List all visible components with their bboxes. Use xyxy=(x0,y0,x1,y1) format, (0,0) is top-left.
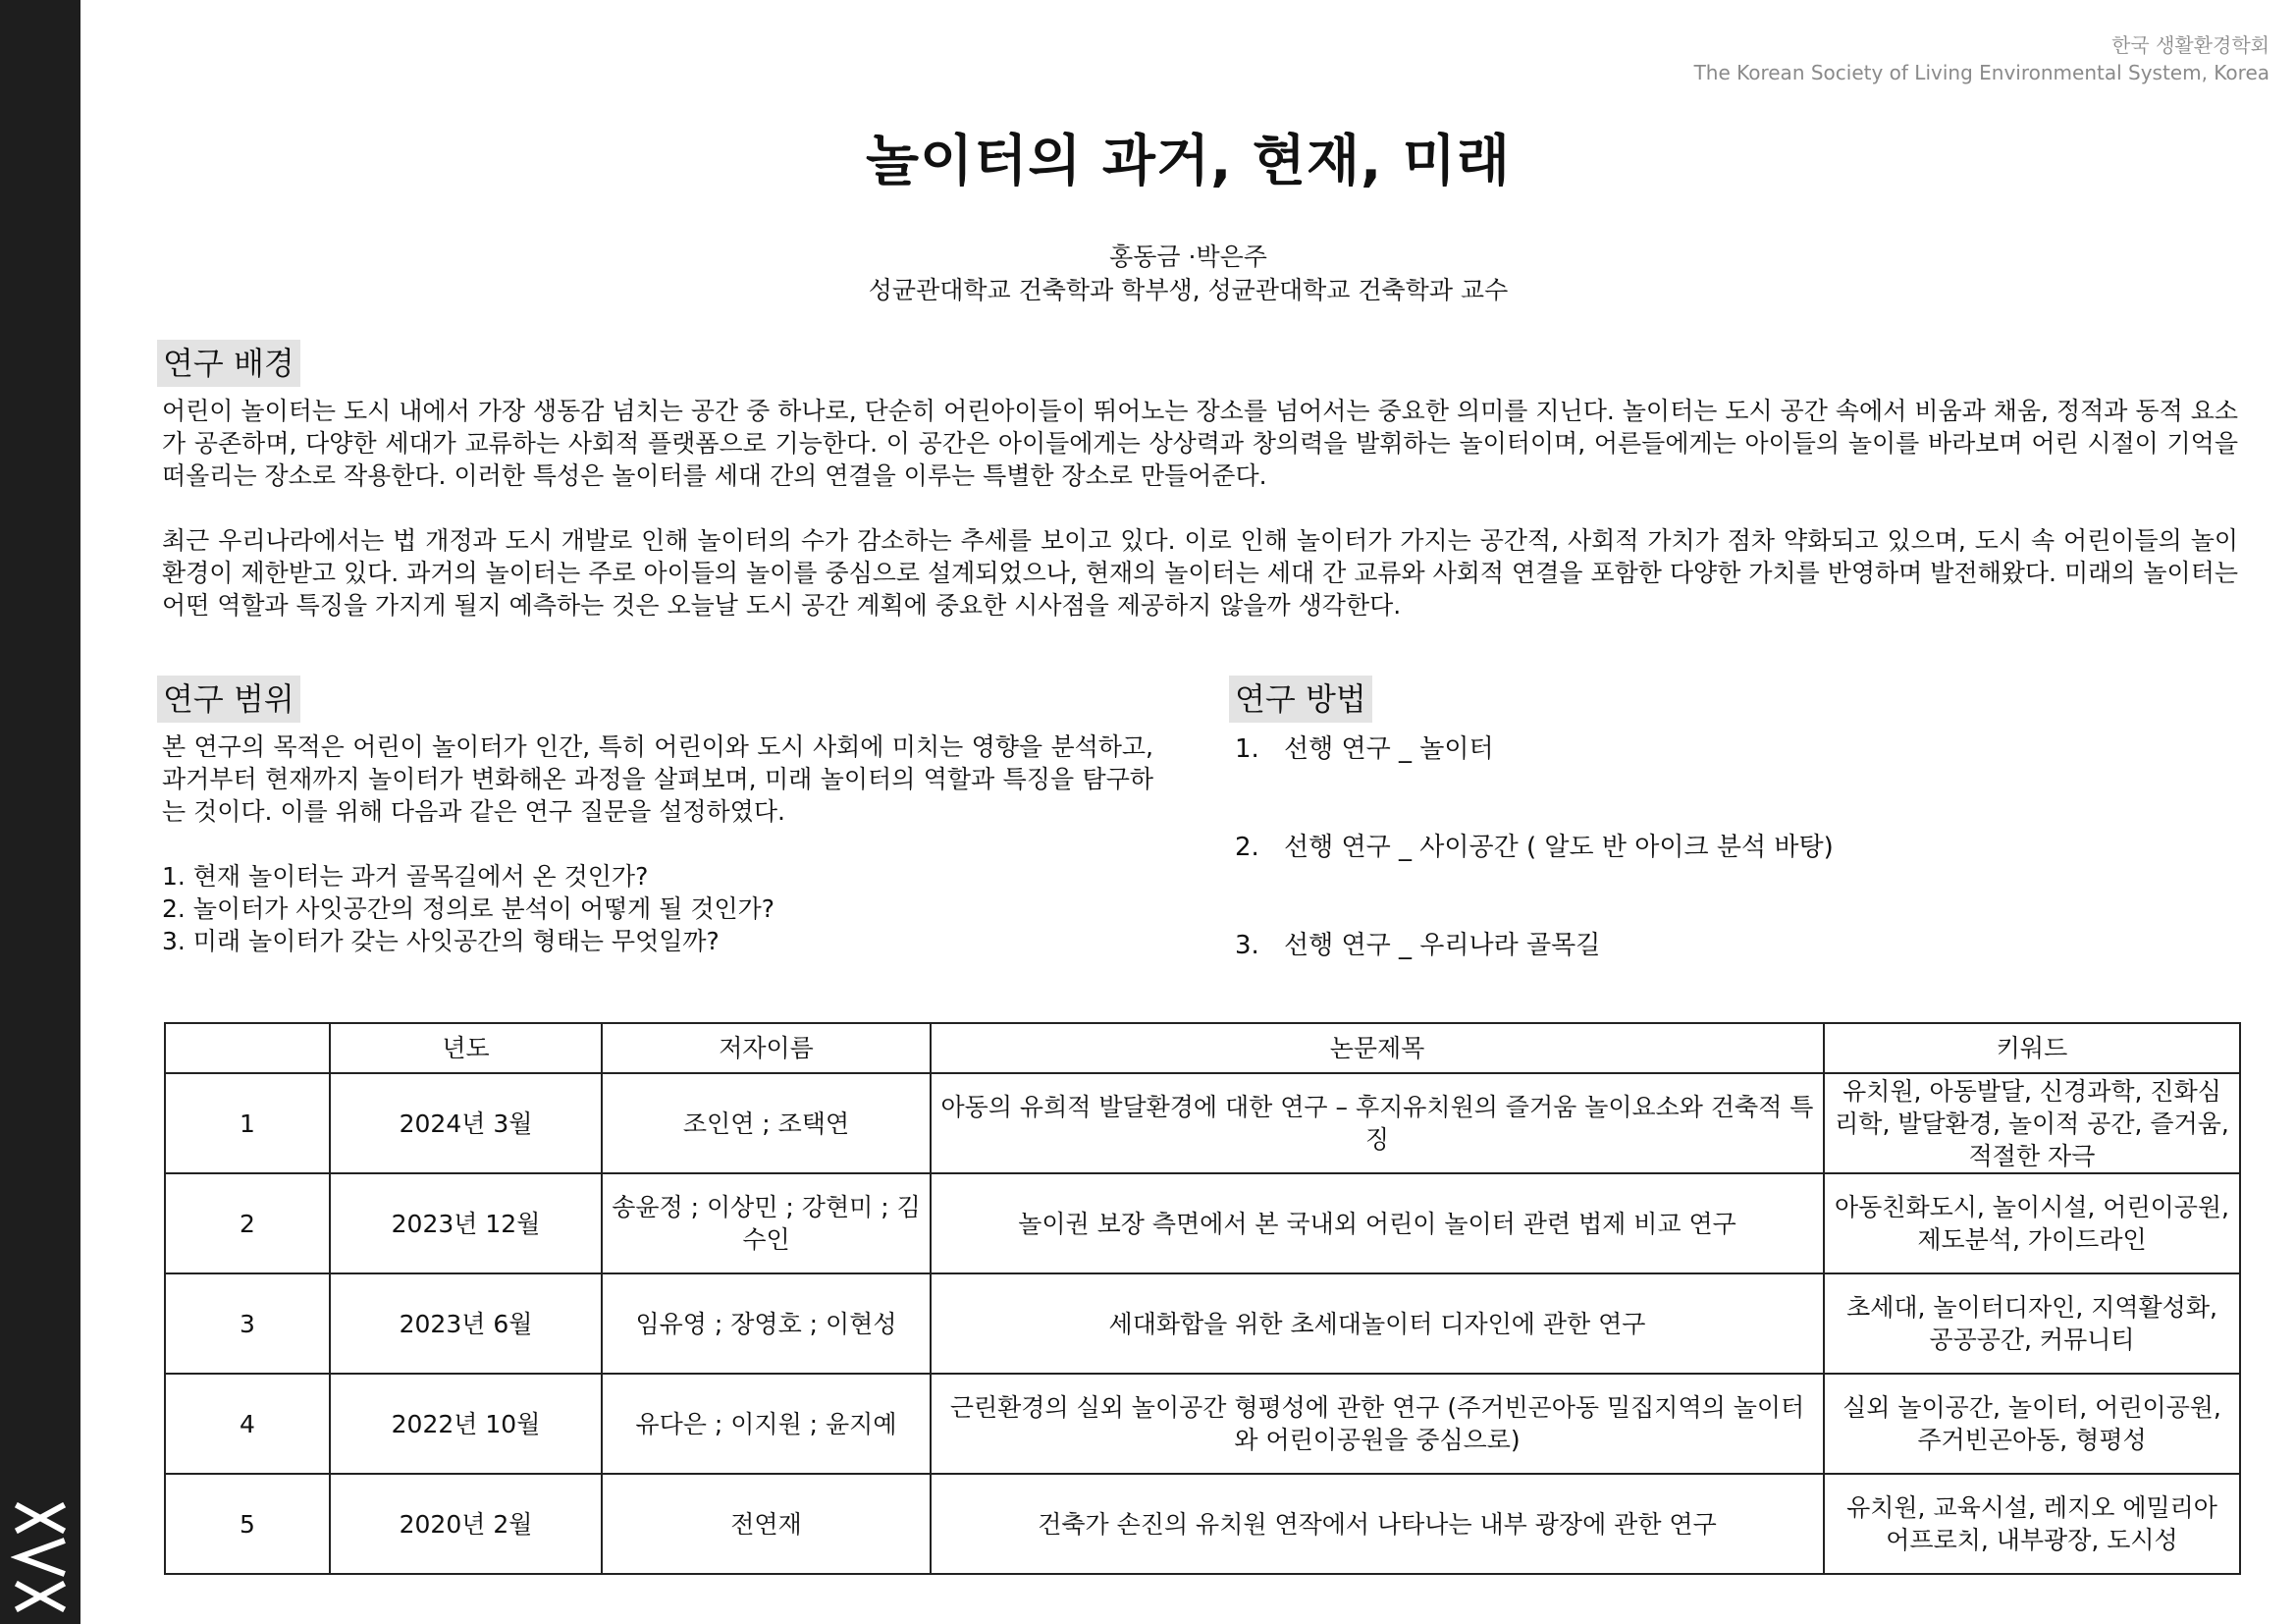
table-row xyxy=(165,1273,2240,1374)
sidebar-bar xyxy=(0,0,80,1624)
method-item xyxy=(1235,729,1494,765)
cell-number: 2 xyxy=(165,1173,330,1273)
cell-number: 5 xyxy=(165,1474,330,1574)
background-paragraph: 어린이 놀이터는 도시 내에서 가장 생동감 넘치는 공간 중 하나로, 단순히 어린아이들이 뛰어노는 장소를 넘어서는 중요한 의미를 지닌다. 놀이터는 도시 공간 속에서 비움과 채움, 정적과 동적 요소가 공존하며, 다양한 세대가 교류하는 사회적 플랫폼으로 기능한다. 이 공간은 아이들에게는 상상력과 창의력을 발휘하는 놀이터이며, 어른들에게는 아이들의 놀이를 바라보며 어린 시절이 기억을 떠올리는 장소로 작용한다. 이러한 특성은 놀이터를 세대 간의 연결을 이루는 특별한 장소로 만들어준다. xyxy=(162,397,2238,490)
society-name-en: The Korean Society of Living Environmental System, Korea xyxy=(1693,61,2269,84)
cell-paper-title: 세대화합을 위한 초세대놀이터 디자인에 관한 연구 xyxy=(931,1273,1824,1374)
cell-paper-title: 건축가 손진의 유치원 연작에서 나타나는 내부 광장에 관한 연구 xyxy=(931,1474,1824,1574)
society-name xyxy=(1694,31,2269,86)
cell-keywords: 초세대, 놀이터디자인, 지역활성화, 공공공간, 커뮤니티 xyxy=(1824,1273,2240,1374)
xax-logo-icon xyxy=(11,1502,70,1612)
method-item-number: 2. xyxy=(1235,833,1259,862)
scope-paragraph: 본 연구의 목적은 어린이 놀이터가 인간, 특히 어린이와 도시 사회에 미치는 영향을 분석하고, 과거부터 현재까지 놀이터가 변화해온 과정을 살펴보며, 미래 놀이터의 역할과 특징을 탐구하는 것이다. 이를 위해 다음과 같은 연구 질문을 설정하였다. xyxy=(162,732,1153,826)
scope-text xyxy=(162,731,1153,957)
prior-research-table xyxy=(164,1022,2241,1575)
cell-keywords: 유치원, 아동발달, 신경과학, 진화심리학, 발달환경, 놀이적 공간, 즐거움, 적절한 자극 xyxy=(1824,1073,2240,1173)
background-text xyxy=(162,395,2238,622)
method-item xyxy=(1235,925,1600,961)
cell-keywords: 아동친화도시, 놀이시설, 어린이공원, 제도분석, 가이드라인 xyxy=(1824,1173,2240,1273)
table-row xyxy=(165,1374,2240,1474)
cell-paper-title: 근린환경의 실외 놀이공간 형평성에 관한 연구 (주거빈곤아동 밀집지역의 놀이터와 어린이공원을 중심으로) xyxy=(931,1374,1824,1474)
cell-keywords: 실외 놀이공간, 놀이터, 어린이공원, 주거빈곤아동, 형평성 xyxy=(1824,1374,2240,1474)
method-heading: 연구 방법 xyxy=(1229,676,1372,723)
cell-authors: 유다은 ; 이지원 ; 윤지예 xyxy=(602,1374,931,1474)
research-question: 1. 현재 놀이터는 과거 골목길에서 온 것인가? xyxy=(162,862,649,891)
cell-authors: 전연재 xyxy=(602,1474,931,1574)
table-header-row xyxy=(165,1023,2240,1073)
society-name-ko: 한국 생활환경학회 xyxy=(2111,33,2269,57)
author-affiliations: 성균관대학교 건축학과 학부생, 성균관대학교 건축학과 교수 xyxy=(868,276,1509,304)
cell-number: 4 xyxy=(165,1374,330,1474)
cell-year: 2023년 6월 xyxy=(330,1273,602,1374)
cell-year: 2023년 12월 xyxy=(330,1173,602,1273)
cell-authors: 조인연 ; 조택연 xyxy=(602,1073,931,1173)
research-question: 2. 놀이터가 사잇공간의 정의로 분석이 어떻게 될 것인가? xyxy=(162,894,775,923)
table-row xyxy=(165,1073,2240,1173)
research-question: 3. 미래 놀이터가 갖는 사잇공간의 형태는 무엇일까? xyxy=(162,927,720,955)
page-title: 놀이터의 과거, 현재, 미래 xyxy=(866,130,1511,193)
cell-year: 2020년 2월 xyxy=(330,1474,602,1574)
method-item-number: 3. xyxy=(1235,931,1259,960)
cell-authors: 임유영 ; 장영호 ; 이현성 xyxy=(602,1273,931,1374)
method-item xyxy=(1235,827,1834,863)
background-paragraph: 최근 우리나라에서는 법 개정과 도시 개발로 인해 놀이터의 수가 감소하는 추세를 보이고 있다. 이로 인해 놀이터가 가지는 공간적, 사회적 가치가 점차 약화되고 있으며, 도시 속 어린이들의 놀이 환경이 제한받고 있다. 과거의 놀이터는 주로 아이들의 놀이를 중심으로 설계되었으나, 현재의 놀이터는 세대 간 교류와 사회적 연결을 포함한 다양한 가치를 반영하며 발전해왔다. 미래의 놀이터는 어떤 역할과 특징을 가지게 될지 예측하는 것은 오늘날 도시 공간 계획에 중요한 시사점을 제공하지 않을까 생각한다. xyxy=(162,526,2238,620)
header-year: 년도 xyxy=(330,1023,602,1073)
cell-authors: 송윤정 ; 이상민 ; 강현미 ; 김수인 xyxy=(602,1173,931,1273)
background-heading: 연구 배경 xyxy=(157,340,300,387)
table-row xyxy=(165,1173,2240,1273)
header-paper-title: 논문제목 xyxy=(931,1023,1824,1073)
header-keywords: 키워드 xyxy=(1824,1023,2240,1073)
cell-number: 1 xyxy=(165,1073,330,1173)
cell-year: 2022년 10월 xyxy=(330,1374,602,1474)
header-authors: 저자이름 xyxy=(602,1023,931,1073)
cell-paper-title: 아동의 유희적 발달환경에 대한 연구 – 후지유치원의 즐거움 놀이요소와 건축적 특징 xyxy=(931,1073,1824,1173)
cell-number: 3 xyxy=(165,1273,330,1374)
table-row xyxy=(165,1474,2240,1574)
header-number xyxy=(165,1023,330,1073)
scope-heading: 연구 범위 xyxy=(157,676,300,723)
method-item-text: 선행 연구 _ 놀이터 xyxy=(1284,734,1494,764)
method-item-text: 선행 연구 _ 사이공간 ( 알도 반 아이크 분석 바탕) xyxy=(1284,833,1834,862)
author-names: 홍동금 ·박은주 xyxy=(1109,243,1267,271)
method-item-text: 선행 연구 _ 우리나라 골목길 xyxy=(1284,931,1601,960)
cell-keywords: 유치원, 교육시설, 레지오 에밀리아 어프로치, 내부광장, 도시성 xyxy=(1824,1474,2240,1574)
cell-paper-title: 놀이권 보장 측면에서 본 국내외 어린이 놀이터 관련 법제 비교 연구 xyxy=(931,1173,1824,1273)
cell-year: 2024년 3월 xyxy=(330,1073,602,1173)
authors-block xyxy=(80,241,2296,307)
method-item-number: 1. xyxy=(1235,734,1259,764)
